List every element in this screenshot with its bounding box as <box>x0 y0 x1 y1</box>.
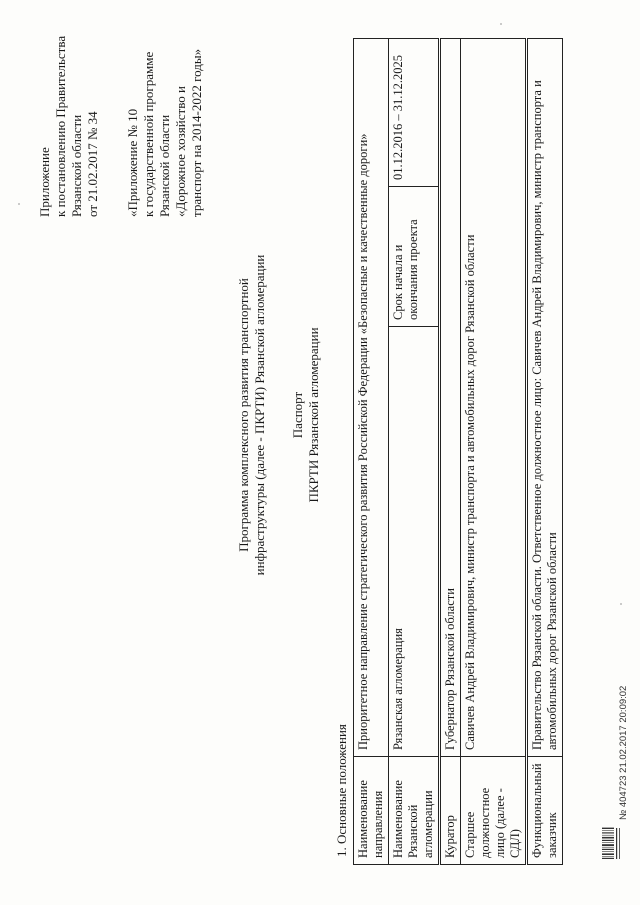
table-cell-value: Губернатор Рязанской области <box>440 38 461 756</box>
table-cell-extra-label: Срок начала и окончания проекта <box>389 187 440 327</box>
program-title <box>236 115 268 715</box>
table-cell-extra-value: 01.12.2016 – 31.12.2025 <box>389 38 440 186</box>
program-title-line: Программа комплексного развития транспортной <box>236 278 251 552</box>
table-row <box>440 38 461 864</box>
table-row <box>389 38 440 864</box>
program-title-line: инфраструктуры (далее - ПКРТИ) Рязанской агломерации <box>252 254 267 576</box>
barcode-icon <box>598 825 624 861</box>
passport-table <box>353 38 563 865</box>
registration-stamp: № 404723 21.02.2017 20:09:02 <box>618 685 629 820</box>
appendix-main-line: Приложение <box>37 147 52 217</box>
scan-speck <box>620 603 622 605</box>
table-cell-label: Куратор <box>440 757 461 865</box>
table-cell-label: Наименование Рязанской агломерации <box>389 757 440 865</box>
scan-speck <box>18 203 20 205</box>
section-heading: 1. Основные положения <box>334 724 349 857</box>
appendix-sub-line: Рязанской области <box>157 114 172 217</box>
scan-speck <box>500 23 502 25</box>
passport-title-line: Паспорт <box>290 391 305 439</box>
appendix-main-line: к постановлению Правительства <box>53 35 68 217</box>
table-cell-label: Функциональный заказчик <box>527 757 563 865</box>
table-cell-value: Рязанская агломерация <box>389 327 440 757</box>
appendix-sub-line: «Приложение № 10 <box>125 108 140 217</box>
appendix-sub-block <box>125 49 205 217</box>
table-cell-value: Приоритетное направление стратегического развития Российской Федерации «Безопасные и качественные дороги» <box>354 38 389 756</box>
table-row <box>461 38 527 864</box>
appendix-main-line: от 21.02.2017 № 34 <box>85 111 100 217</box>
table-row <box>354 38 389 864</box>
passport-title <box>290 115 322 715</box>
table-row <box>527 38 563 864</box>
table-cell-label: Старшее должностное лицо (далее - СДЛ) <box>461 757 527 865</box>
table-cell-value: Савичев Андрей Владимирович, министр транспорта и автомобильных дорог Рязанской области <box>461 38 527 756</box>
table-cell-label: Наименование направления <box>354 757 389 865</box>
appendix-main-line: Рязанской области <box>69 114 84 217</box>
appendix-sub-line: «Дорожное хозяйство и <box>173 86 188 217</box>
appendix-sub-line: к государственной программе <box>141 51 156 217</box>
appendix-main-block <box>37 36 101 217</box>
table-cell-value: Правительство Рязанской области. Ответственное должностное лицо: Савичев Андрей Владимирович, министр транспорта и автомобильных дорог Рязанской области <box>527 38 563 756</box>
passport-title-line: ПКРТИ Рязанской агломерации <box>306 327 321 503</box>
appendix-sub-line: транспорт на 2014-2022 годы» <box>189 48 204 217</box>
